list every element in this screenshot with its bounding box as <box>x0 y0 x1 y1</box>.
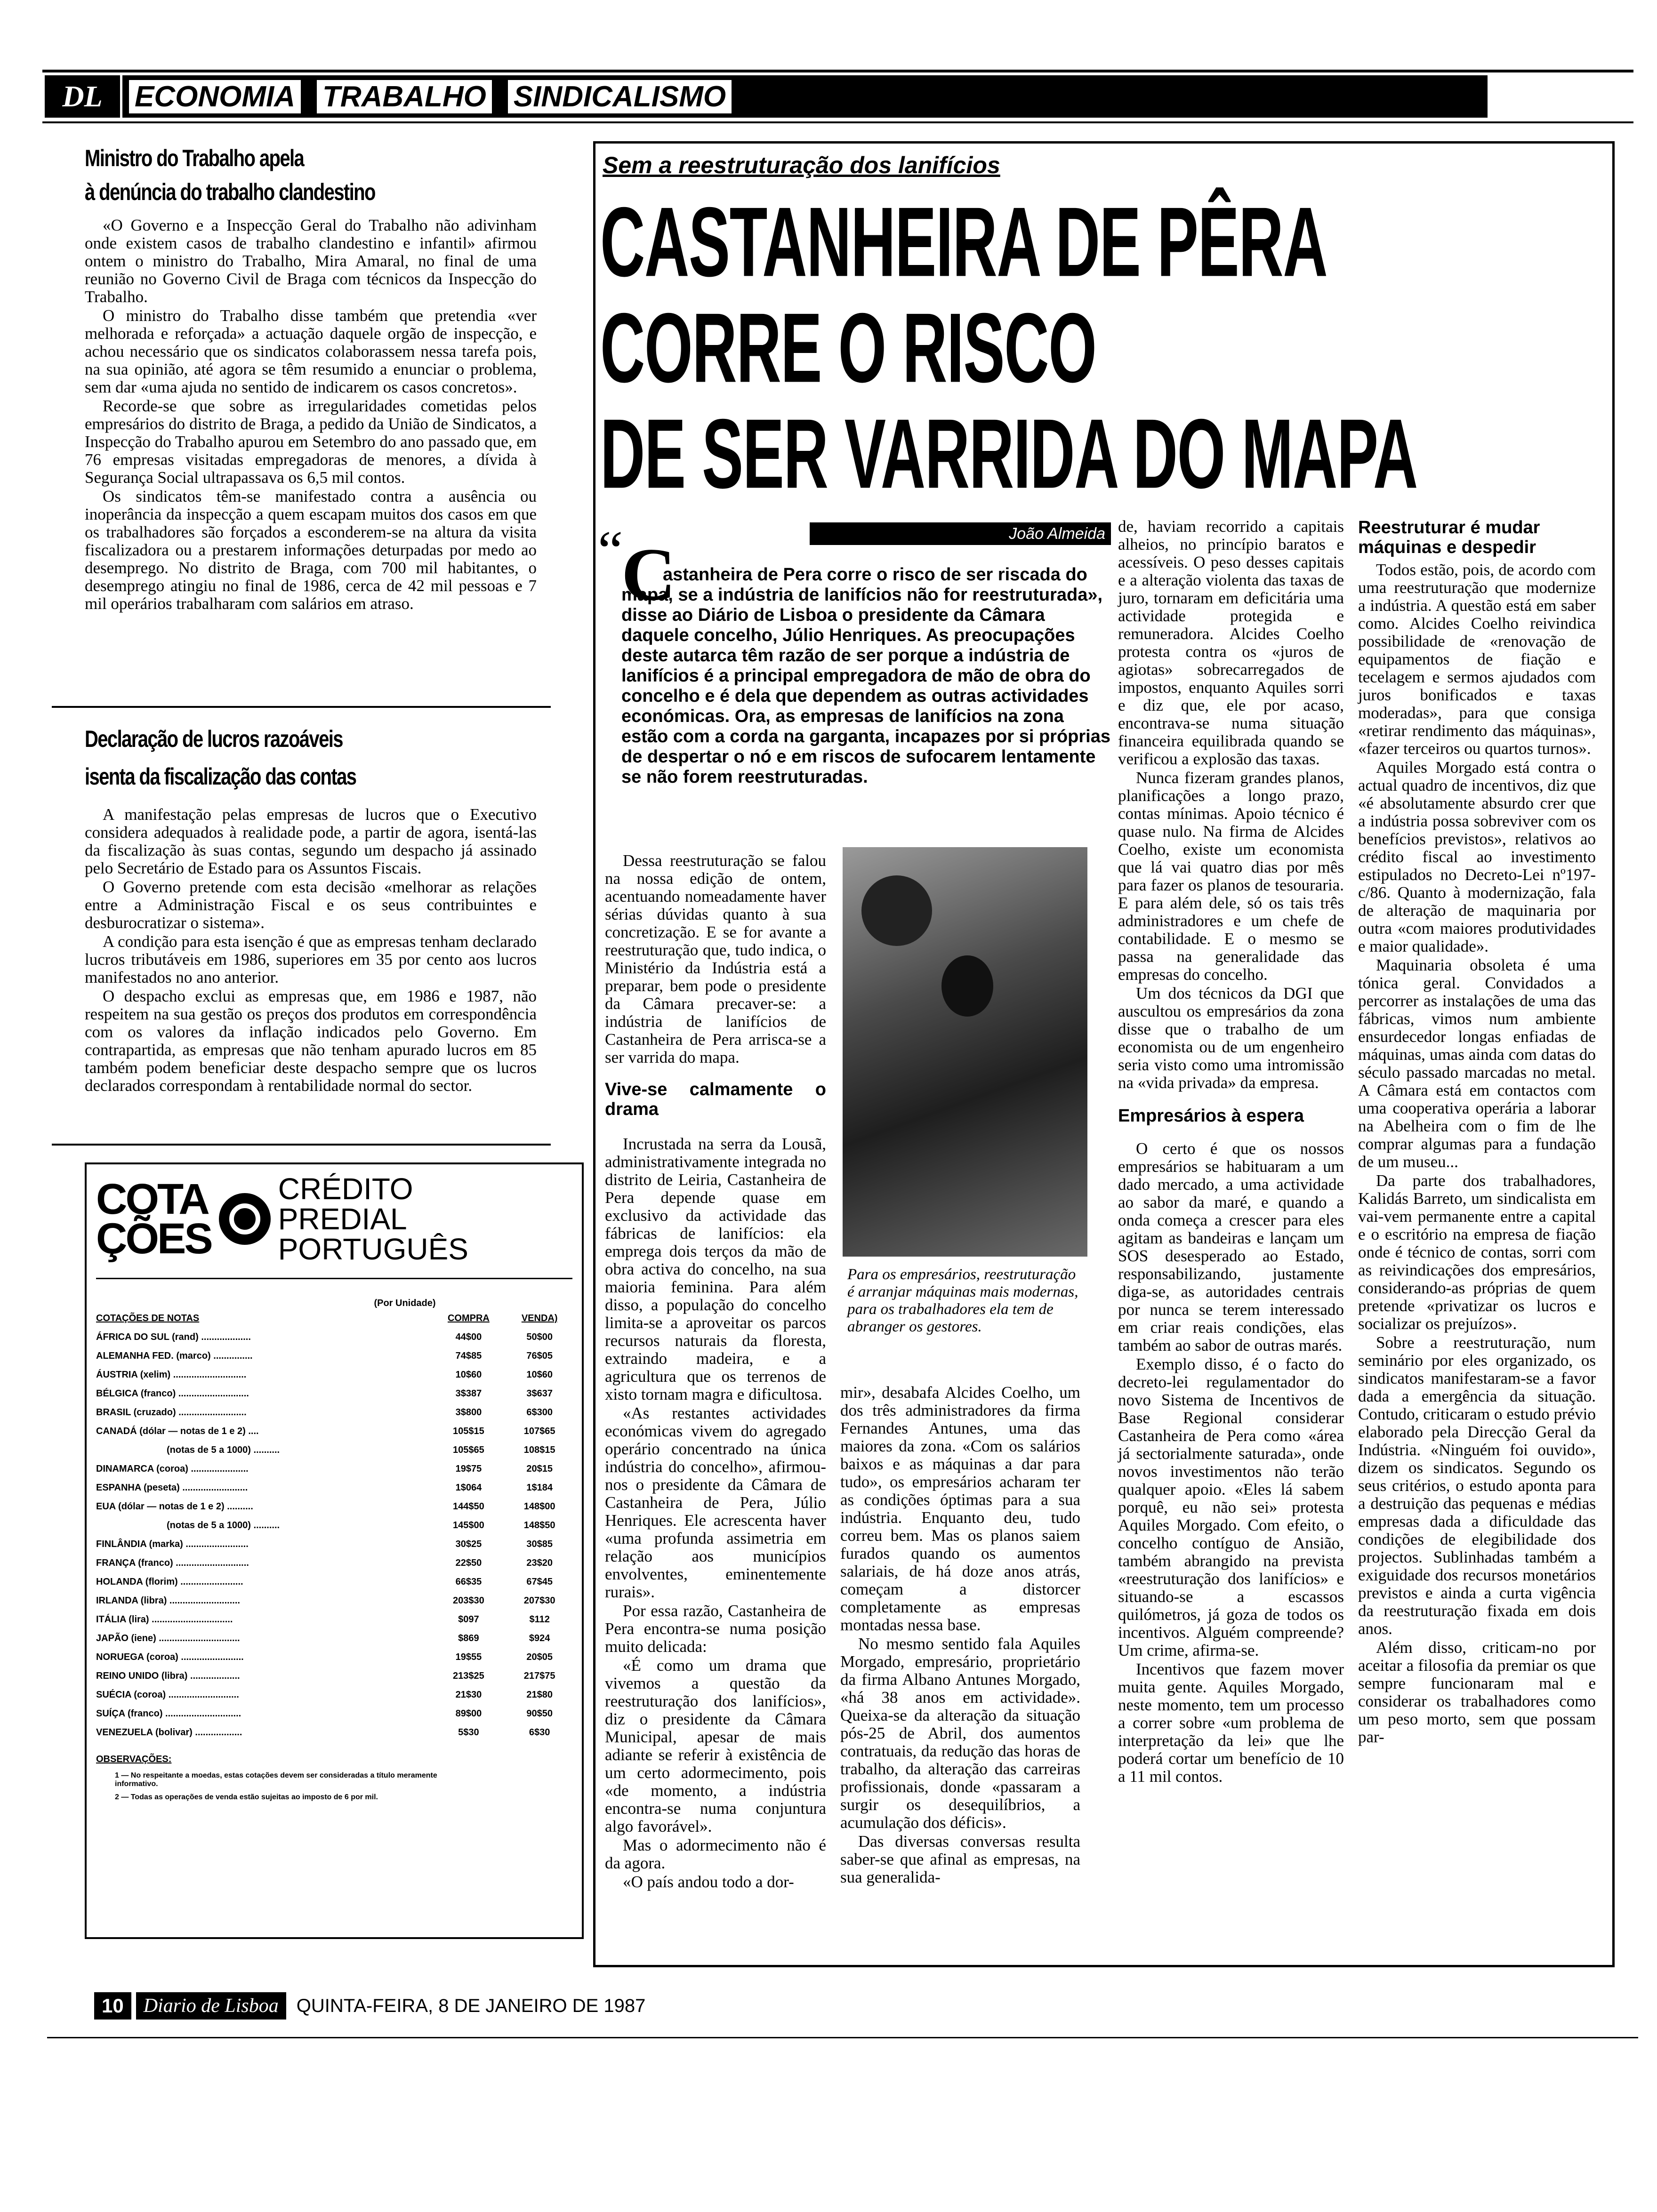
col1-paragraph: «É como um drama que vivemos a questão da reestruturação dos lanifícios», diz o presidente da Câmara Municipal, apesar de mais adiante se referir à existência de um certo adormecimento, pois «de momento, a indústria encontra-se numa conjuntura algo favorável». <box>605 1656 826 1835</box>
quote-currency: ESPANHA (peseta) ......................... <box>96 1483 248 1493</box>
story1-paragraph: Recorde-se que sobre as irregularidades cometidas pelos empresários do distrito de Braga, a pedido da União de Sindicatos, a Inspecção do Trabalho apurou em Setembro do ano passado que, em 76 empresas visitadas empregadoras de menores, a dívida à Segurança Social ultrapassava os 6,5 mil contos. <box>85 397 537 487</box>
story2-paragraph: O Governo pretende com esta decisão «melhorar as relações entre a Administração Fiscal e os seus contribuintes e desburocratizar o sistema». <box>85 878 537 932</box>
quote-row <box>96 1610 572 1629</box>
quote-row <box>96 1328 572 1346</box>
quote-row <box>96 1497 572 1516</box>
quote-row <box>96 1516 572 1535</box>
quote-sell: 20$15 <box>526 1464 553 1474</box>
quote-buy: 213$25 <box>453 1671 484 1681</box>
photo-person <box>941 955 993 1017</box>
quote-currency: ALEMANHA FED. (marco) ............... <box>96 1351 253 1361</box>
bank-name-line2: PREDIAL <box>278 1202 407 1236</box>
quotes-obs-1: 1 — No respeitante a moedas, estas cotações devem ser consideradas a título meramente informativo. <box>115 1771 437 1788</box>
quote-row <box>96 1591 572 1610</box>
quote-currency: ÁFRICA DO SUL (rand) ................... <box>96 1332 251 1342</box>
quote-buy: 105$65 <box>453 1445 484 1455</box>
lede-dropcap: C <box>621 532 676 616</box>
col4-paragraph: Aquiles Morgado está contra o actual quadro de incentivos, diz que «é absolutamente absurdo crer que a indústria possa sobreviver com os benefícios previstos», relativos ao crédito fiscal ao investimento estipulados no Decreto-Lei nº197-c/86. Quanto à modernização, fala de alteração de maquinaria por outra «com maiores produtividades e maior qualidade». <box>1358 758 1596 955</box>
byline-bar <box>810 522 1111 545</box>
bank-name <box>278 1171 468 1266</box>
main-col2 <box>840 1384 1080 1887</box>
quote-sell: 108$15 <box>523 1445 555 1455</box>
quote-sell: 90$50 <box>526 1708 553 1719</box>
main-headline-line2: CORRE O RISCO <box>600 293 1096 403</box>
quote-row <box>96 1441 572 1459</box>
main-kicker: Sem a reestruturação dos lanifícios <box>603 152 1000 178</box>
left-story-lucros <box>85 720 537 1096</box>
quote-buy: $097 <box>458 1614 479 1625</box>
quote-buy: 89$00 <box>455 1708 482 1719</box>
col3-paragraph: O certo é que os nossos empresários se habituaram a um dado mercado, a uma actividade ao sabor da maré, e quando a onda começa a crescer para eles agitam as bandeiras e lançam um SOS desesperado ao Estado, responsabilizando, justamente diga-se, as autoridades centrais por nunca se terem interessado em criar reais condições, elas também ao sabor de outras marés. <box>1118 1139 1344 1354</box>
story2-paragraph: O despacho exclui as empresas que, em 1986 e 1987, não respeitem na sua gestão os preços dos produtos em correspondência com os valores da inflação indicados pelo Governo. Em contrapartida, as empresas que não tenham apurado lucros em 85 também podem beneficiar deste despacho sempre que os lucros declarados correspondam à rentabilidade normal do sector. <box>85 987 537 1095</box>
quote-row <box>96 1403 572 1422</box>
dl-logo: DL <box>45 75 120 118</box>
quote-sell: 107$65 <box>523 1426 555 1436</box>
quote-sell: 20$05 <box>526 1652 553 1662</box>
quote-currency: BRASIL (cruzado) .......................... <box>96 1407 247 1418</box>
col4-paragraph: Da parte dos trabalhadores, Kalidás Barreto, um sindicalista em vai-vem permanente entre a capital e o escritório na empresa de fiação onde é técnico de contas, sorri com as reivindicações dos empresários, considerando-as próprias de quem pretende «privatizar os lucros e socializar os prejuízos». <box>1358 1171 1596 1333</box>
quote-buy: 3$387 <box>455 1388 482 1399</box>
quotes-box <box>85 1162 584 1939</box>
quotes-title-line1: COTA <box>96 1175 208 1223</box>
header-bottom-rule <box>42 121 1633 123</box>
quote-row <box>96 1478 572 1497</box>
quote-buy: 74$85 <box>455 1351 482 1361</box>
quote-currency: SUÍÇA (franco) ............................. <box>96 1708 241 1719</box>
quote-row <box>96 1572 572 1591</box>
quotes-title-line2: ÇÕES <box>96 1214 211 1263</box>
main-col4 <box>1358 518 1596 1747</box>
quote-row <box>96 1685 572 1704</box>
quote-row <box>96 1346 572 1365</box>
quotes-obs-2: 2 — Todas as operações de venda estão sujeitas ao imposto de 6 por mil. <box>115 1793 378 1801</box>
quote-buy: $869 <box>458 1633 479 1643</box>
quote-currency: VENEZUELA (bolivar) .................. <box>96 1727 242 1738</box>
quote-currency: (notas de 5 a 1000) .......... <box>167 1445 280 1455</box>
quote-buy: 1$064 <box>455 1483 482 1493</box>
col-buy-header: COMPRA <box>447 1313 490 1323</box>
section-banner <box>122 75 1488 118</box>
quote-row <box>96 1723 572 1742</box>
col4-paragraph: Maquinaria obsoleta é uma tónica geral. Convidados a percorrer as instalações de uma das fábricas, vimos num ambiente ensurdecedor longas enfiadas de máquinas, umas ainda com datas do século passado marcadas no metal. A Câmara está em contactos com uma cooperativa operária a laborar na Abelheira com o fim de lhe comprar algumas para a fundação de um museu... <box>1358 956 1596 1171</box>
story2-paragraph: A condição para esta isenção é que as empresas tenham declarado lucros tributáveis em 1986, superiores em 35 por cento aos lucros manifestados no ano anterior. <box>85 932 537 986</box>
footer <box>94 1992 645 2020</box>
col-sell-header: VENDA) <box>521 1313 558 1323</box>
quote-sell: $112 <box>529 1614 550 1625</box>
bank-logo-icon <box>219 1193 271 1245</box>
quote-sell: 207$30 <box>523 1595 555 1606</box>
quote-buy: 10$60 <box>455 1370 482 1380</box>
quote-currency: EUA (dólar — notas de 1 e 2) .......... <box>96 1501 253 1512</box>
quote-currency: CANADÁ (dólar — notas de 1 e 2) .... <box>96 1426 259 1436</box>
photo-caption: Para os empresários, reestruturação é arranjar máquinas mais modernas, para os trabalhadores ela tem de abranger os gestores. <box>847 1266 1078 1335</box>
bank-name-line3: PORTUGUÊS <box>278 1232 468 1266</box>
quote-sell: 50$00 <box>526 1332 553 1342</box>
quote-buy: 22$50 <box>455 1558 482 1568</box>
quote-buy: 21$30 <box>455 1690 482 1700</box>
quote-sell: $924 <box>529 1633 550 1643</box>
quote-currency: NORUEGA (coroa) ........................ <box>96 1652 244 1662</box>
subhead-reestruturar-1: Reestruturar é mudar <box>1358 518 1540 537</box>
subhead-vive-se: Vive-se calmamente o drama <box>605 1080 826 1119</box>
main-headline-line1: CASTANHEIRA DE PÊRA <box>600 187 1327 297</box>
quote-currency: JAPÃO (iene) ............................... <box>96 1633 240 1643</box>
col1-paragraph: «As restantes actividades económicas vivem do agregado operário concentrado na única indústria do concelho», afirmou-nos o presidente da Câmara de Castanheira de Pera, Júlio Henriques. Ele acrescenta haver «uma profunda assimetria em relação aos municípios envolventes, eminentemente rurais». <box>605 1404 826 1601</box>
quote-row <box>96 1648 572 1667</box>
quote-currency: DINAMARCA (coroa) ...................... <box>96 1464 249 1474</box>
quote-sell: 6$300 <box>526 1407 553 1418</box>
col1-paragraph: Incrustada na serra da Lousã, administrativamente integrada no distrito de Leiria, Castanheira de Pera depende quase em exclusivo da actividade das fábricas de lanifícios: ela emprega dois terços da mão de obra activa do concelho, na sua maioria feminina. Para além disso, a população do concelho limita-se a aproveitar os parcos recursos naturais da floresta, extraindo madeira, e a agricultura que os terrenos de xisto tornam magra e dificultosa. <box>605 1135 826 1403</box>
main-photo <box>843 847 1087 1257</box>
quotes-unit-note: (Por Unidade) <box>374 1298 436 1308</box>
quote-currency: HOLANDA (florim) ........................ <box>96 1577 243 1587</box>
quote-currency: ÁUSTRIA (xelim) ............................ <box>96 1370 247 1380</box>
quote-row <box>96 1365 572 1384</box>
quote-buy: 19$75 <box>455 1464 482 1474</box>
header-top-rule <box>42 70 1633 72</box>
col4-paragraph: Sobre a reestruturação, num seminário por eles organizado, os sindicatos manifestaram-se a favor dada a emergência da situação. Contudo, criticaram o estudo prévio elaborado pela Direcção Geral da Indústria. «Ninguém foi ouvido», dizem os sindicatos. Segundo os seus critérios, o estudo aponta para a destruição das pequenas e médias empresas dada a dificuldade das condições de elegibilidade dos projectos. Sublinhadas também a exiguidade dos recursos monetários previstos e ainda a curta vigência da reestruturação fixada em dois anos. <box>1358 1333 1596 1638</box>
col-name-header: COTAÇÕES DE NOTAS <box>96 1313 200 1323</box>
quote-sell: 10$60 <box>526 1370 553 1380</box>
story2-paragraph: A manifestação pelas empresas de lucros que o Executivo considera adequados à realidade pode, a partir de agora, isentá-las da fiscalização às suas contas, segundo um despacho já assinado pelo Secretário de Estado para os Assuntos Fiscais. <box>85 805 537 877</box>
col1-intro: Dessa reestruturação se falou na nossa edição de ontem, acentuando nomeadamente haver sérias dúvidas quanto à sua concretização. E se for avante a reestruturação que, tudo indica, o Ministério da Indústria está a preparar, bem pode o presidente da Câmara precaver-se: a indústria de lanifícios de Castanheira de Pera arrisca-se a ser varrida do mapa. <box>605 851 826 1066</box>
story2-body <box>85 806 537 1095</box>
quote-buy: 5$30 <box>458 1727 479 1738</box>
quote-buy: 66$35 <box>455 1577 482 1587</box>
subhead-empresarios: Empresários à espera <box>1118 1106 1304 1126</box>
quote-row <box>96 1384 572 1403</box>
page-number: 10 <box>94 1992 131 2020</box>
quote-currency: REINO UNIDO (libra) ................... <box>96 1671 240 1681</box>
left-story-ministro <box>85 141 537 614</box>
quote-sell: 148$00 <box>523 1501 555 1512</box>
quote-buy: 144$50 <box>453 1501 484 1512</box>
col1-paragraph: Mas o adormecimento não é da agora. <box>605 1836 826 1872</box>
story1-paragraph: O ministro do Trabalho disse também que pretendia «ver melhorada e reforçada» a actuação daquele orgão de inspecção, e achou necessário que os sindicatos colaborassem nessa tarefa pois, na sua opinião, até agora se têm resumido a enunciar o problema, sem dar «uma ajuda no sentido de indicarem os casos concretos». <box>85 306 537 396</box>
quote-sell: 6$30 <box>529 1727 550 1738</box>
quote-currency: IRLANDA (libra) ........................... <box>96 1595 240 1606</box>
quote-row <box>96 1704 572 1723</box>
quote-sell: 148$50 <box>523 1520 555 1531</box>
story1-headline-line2: à denúncia do trabalho clandestino <box>85 179 375 205</box>
col1-paragraph: «O país andou todo a dor- <box>623 1873 794 1891</box>
col2-paragraph: No mesmo sentido fala Aquiles Morgado, empresário, proprietário da firma Albano Antunes Morgado, «há 38 anos em actividade». Queixa-se da alteração da situação pós-25 de Abril, dos aumentos contratuais, da redução das horas de trabalho, da alteração das carreiras profissionais, donde «passaram a surgir os desequilíbrios, a acumulação dos déficis». <box>840 1635 1080 1832</box>
footer-rule <box>47 2037 1638 2038</box>
quote-sell: 3$637 <box>526 1388 553 1399</box>
story1-body <box>85 216 537 613</box>
col3-paragraph: de, haviam recorrido a capitais alheios, no princípio baratos e acessíveis. O peso desses capitais e a alteração violenta das taxas de juro, tornaram em deficitária uma actividade protegida e remuneradora. Alcides Coelho protesta contra os «juros de agiotas» sobrecarregados de impostos, enquanto Aquiles sorri e diz que, ele por acaso, encontrava-se numa situação financeira equilibrada quando se verificou a explosão das taxas. <box>1118 517 1344 768</box>
quotes-brand <box>96 1171 572 1279</box>
quote-row <box>96 1422 572 1441</box>
subhead-reestruturar-2: máquinas e despedir <box>1358 537 1536 557</box>
quote-currency: SUÉCIA (coroa) ........................... <box>96 1690 239 1700</box>
main-headline-line3: DE SER VARRIDA DO MAPA <box>600 399 1417 509</box>
paper-name: Diario de Lisboa <box>136 1992 286 2020</box>
quote-currency: (notas de 5 a 1000) .......... <box>167 1520 280 1531</box>
section-sindicalismo: SINDICALISMO <box>506 78 733 115</box>
lede-quote-mark: “ <box>598 519 623 582</box>
section-economia: ECONOMIA <box>127 78 303 115</box>
col3-paragraph: Exemplo disso, é o facto do decreto-lei regulamentador do novo Sistema de Incentivos de Base Regional considerar Castanheira de Pera como «área já sectorialmente saturada», onde novos investimentos não terão qualquer apoio. «Eles lá sabem porquê, eu não sei» protesta Aquiles Morgado. Com efeito, o concelho contíguo de Ansião, também abrangido na prevista «reestruturação dos lanifícios» e situando-se a escassos quilómetros, já goza de todos os incentivos. Alguém compreende? Um crime, afirma-se. <box>1118 1355 1344 1659</box>
quote-buy: 44$00 <box>455 1332 482 1342</box>
col3-paragraph: Um dos técnicos da DGI que auscultou os empresários da zona disse que o trabalho de um economista ou de um engenheiro seria visto como uma intromissão na «vida privada» da empresa. <box>1118 984 1344 1092</box>
story1-paragraph: Os sindicatos têm-se manifestado contra a ausência ou inoperância da inspecção a quem escapam muitos dos casos em que os trabalhadores são forçados a esconderem-se na altura da visita fiscalizadora ou a prestarem informações deturpadas por medo ao desemprego. No distrito de Braga, com 700 mil habitantes, o desemprego atingiu no final de 1986, cerca de 42 mil pessoas e 7 mil operários trabalharam com salários em atraso. <box>85 487 537 613</box>
quote-row <box>96 1554 572 1572</box>
left-separator-1 <box>52 706 551 708</box>
quote-buy: 3$800 <box>455 1407 482 1418</box>
main-col3 <box>1118 518 1344 1787</box>
quote-sell: 21$80 <box>526 1690 553 1700</box>
col4-paragraph: Além disso, criticam-no por aceitar a filosofia da premiar os que sempre funcionaram mal e considerar os trabalhadores como um peso morto, sem que possam par- <box>1358 1638 1596 1746</box>
story1-paragraph: «O Governo e a Inspecção Geral do Trabalho não adivinham onde existem casos de trabalho clandestino e infantil» afirmou ontem o ministro do Trabalho, Mira Amaral, no final de uma reunião no Governo Civil de Braga com técnicos da Inspecção do Trabalho. <box>85 216 537 306</box>
col3-paragraph: Incentivos que fazem mover muita gente. Aquiles Morgado, neste momento, tem um processo a correr sobre «um problema de interpretação da lei» que lhe poderá cortar um benefício de 10 a 11 mil contos. <box>1118 1660 1344 1786</box>
col2-paragraph: mir», desabafa Alcides Coelho, um dos três administradores da firma Fernandes Antunes, uma das maiores da zona. «Com os salários baixos e as máquinas a dar para tudo», os empresários acharam ter as condições óptimas para a sua indústria. Enquanto deu, tudo correu bem. Mas os planos saiem furados quando os aumentos salariais, de há doze anos atrás, começam a distorcer completamente as empresas montadas nessa base. <box>840 1383 1080 1634</box>
section-trabalho: TRABALHO <box>315 78 494 115</box>
story1-headline-line1: Ministro do Trabalho apela <box>85 145 304 171</box>
quote-row <box>96 1629 572 1648</box>
lede-text: astanheira de Pera corre o risco de ser riscada do mapa, se a indústria de lanifícios não for reestruturada», disse ao Diário de Lisboa o presidente da Câmara daquele concelho, Júlio Henriques. As preocupações deste autarca têm razão de ser porque a indústria de lanifícios é a principal empregadora de mão de obra do concelho e é dela que dependem as outras actividades económicas. Ora, as empresas de lanifícios na zona estão com a corda na garganta, incapazes por si próprias de despertar o nó e em riscos de sufocarem lentamente se não forem reestruturadas. <box>621 565 1111 787</box>
byline: João Almeida <box>1009 525 1105 543</box>
col2-paragraph: Das diversas conversas resulta saber-se que afinal as empresas, na sua generalida- <box>840 1832 1080 1886</box>
col1-paragraph: Por essa razão, Castanheira de Pera encontra-se numa posição muito delicada: <box>605 1602 826 1656</box>
quote-row <box>96 1459 572 1478</box>
col4-paragraph: Todos estão, pois, de acordo com uma reestruturação que modernize a indústria. A questão está em saber como. Alcides Coelho reivindica possibilidade de «renovação de equipamentos de fiação e tecelagem e sermos ajudados com juros bonificados e taxas moderadas», para que consiga «retirar rendimento das máquinas», «fazer terceiros ou quartos turnos». <box>1358 561 1596 758</box>
quote-row <box>96 1535 572 1554</box>
left-separator-2 <box>52 1144 551 1146</box>
quotes-obs-title: OBSERVAÇÕES: <box>96 1754 172 1764</box>
col3-paragraph: Nunca fizeram grandes planos, planificações a longo prazo, contas mínimas. Apoio técnico é quase nulo. Na firma de Alcides Coelho, existe um economista que lá vai quatro dias por mês para fazer os planos de tesouraria. E para além dele, só os tais três administradores e um chefe de contabilidade. E o mesmo se passa na generalidade das empresas do concelho. <box>1118 769 1344 984</box>
main-lede <box>621 565 1111 787</box>
quote-sell: 76$05 <box>526 1351 553 1361</box>
story2-headline-line1: Declaração de lucros razoáveis <box>85 726 343 752</box>
quote-sell: 217$75 <box>523 1671 555 1681</box>
quote-sell: 23$20 <box>526 1558 553 1568</box>
quote-buy: 203$30 <box>453 1595 484 1606</box>
quote-buy: 145$00 <box>453 1520 484 1531</box>
bank-name-line1: CRÉDITO <box>278 1171 413 1206</box>
quotes-title <box>96 1175 211 1263</box>
main-col1 <box>605 852 826 1892</box>
quote-buy: 105$15 <box>453 1426 484 1436</box>
photo-machine <box>861 875 932 946</box>
quote-buy: 19$55 <box>455 1652 482 1662</box>
quote-row <box>96 1667 572 1685</box>
quote-currency: FRANÇA (franco) ............................ <box>96 1558 249 1568</box>
quote-sell: 67$45 <box>526 1577 553 1587</box>
story2-headline-line2: isenta da fiscalização das contas <box>85 763 356 790</box>
quote-buy: 30$25 <box>455 1539 482 1549</box>
quotes-table <box>96 1309 572 1742</box>
quote-currency: FINLÂNDIA (marka) ........................ <box>96 1539 249 1549</box>
quote-sell: 30$85 <box>526 1539 553 1549</box>
issue-date: QUINTA-FEIRA, 8 DE JANEIRO DE 1987 <box>296 1995 646 2016</box>
quote-currency: BÉLGICA (franco) ........................... <box>96 1388 249 1399</box>
quote-sell: 1$184 <box>526 1483 553 1493</box>
quote-currency: ITÁLIA (lira) ............................... <box>96 1614 233 1625</box>
